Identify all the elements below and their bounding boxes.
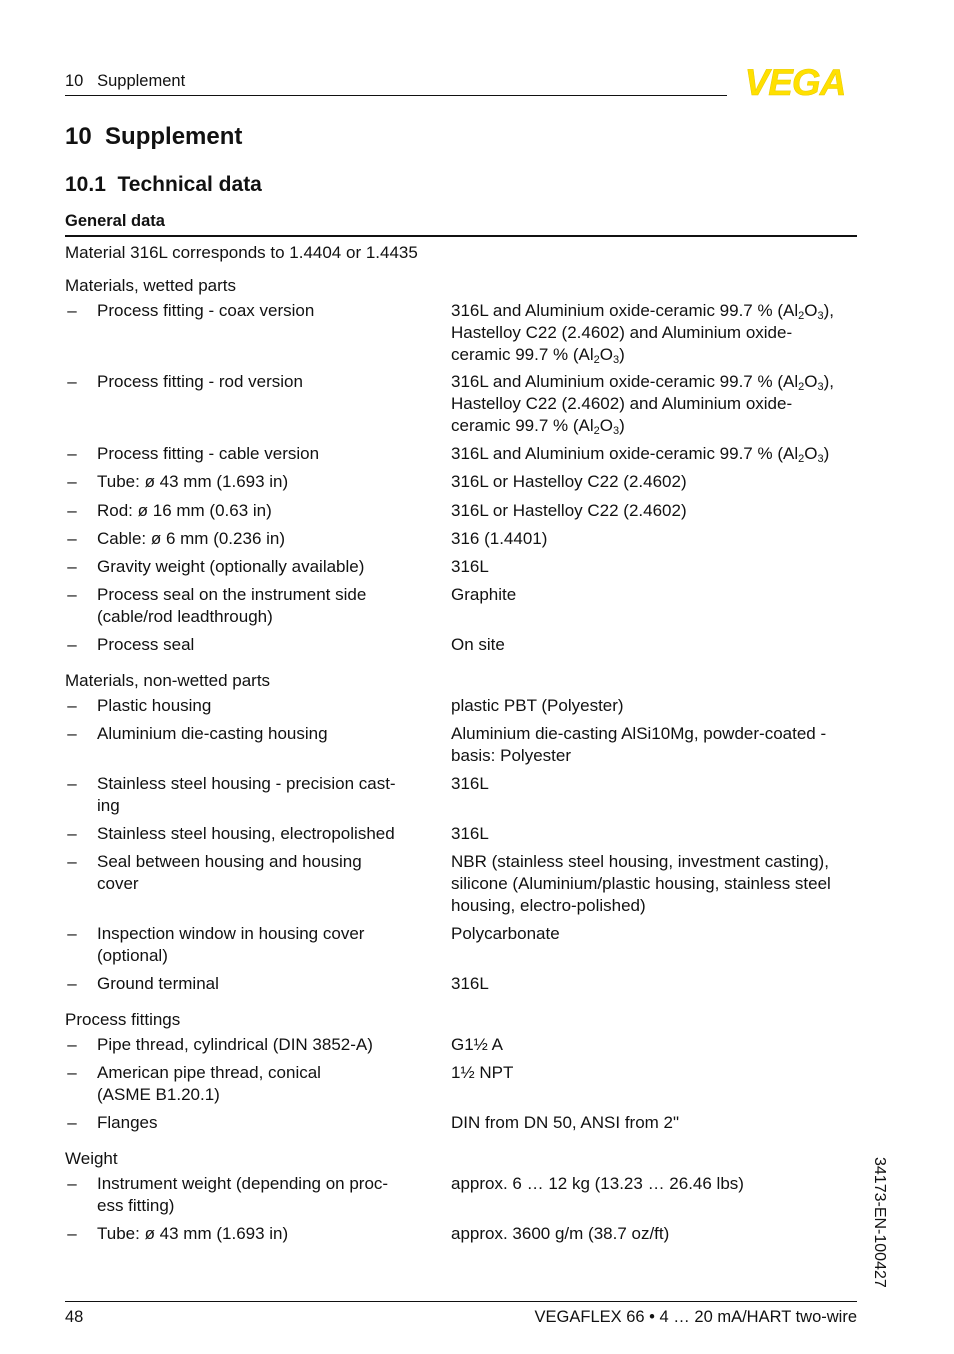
dash-bullet: –	[67, 585, 77, 604]
vega-logo	[733, 64, 858, 98]
spec-value: Aluminium die-casting AlSi10Mg, powder-coated - basis: Polyester	[451, 724, 827, 765]
spec-value: NBR (stainless steel housing, investment casting), silicone (Aluminium/plastic housing, stainless steel housing, electro-polished)	[451, 852, 831, 915]
dash-bullet: –	[67, 774, 77, 793]
group-title: Materials, wetted parts	[65, 276, 237, 295]
spec-value: 316L and Aluminium oxide-ceramic 99.7 % $(Al_2O_3)$, Hastelloy C22 (2.4602) and Aluminium oxide- ceramic 99.7 % $(Al_2O_3)$	[451, 372, 834, 437]
spec-label: Stainless steel housing, electropolished	[97, 824, 395, 843]
spec-label: Process fitting - cable version	[97, 444, 320, 463]
spec-value: 316L	[451, 774, 489, 793]
spec-label: Cable: ø 6 mm (0.236 in)	[97, 529, 286, 548]
subsection-title: General data	[65, 212, 165, 230]
spec-value: 316L	[451, 974, 489, 993]
spec-label: Tube: ø 43 mm (1.693 in)	[97, 1224, 289, 1243]
chapter-title: 10 Supplement	[65, 123, 243, 150]
subsection-rule	[65, 235, 857, 237]
spec-label: Ground terminal	[97, 974, 219, 993]
spec-label: Process seal	[97, 635, 195, 654]
spec-label: Rod: ø 16 mm (0.63 in)	[97, 501, 272, 520]
footer-title: VEGAFLEX 66 • 4 … 20 mA/HART two-wire	[534, 1308, 857, 1326]
spec-value: 316L	[451, 557, 489, 576]
footer-rule	[65, 1301, 857, 1302]
dash-bullet: –	[67, 472, 77, 491]
spec-label: Inspection window in housing cover (optional)	[97, 924, 365, 965]
group-title: Materials, non-wetted parts	[65, 671, 271, 690]
spec-label: Plastic housing	[97, 696, 212, 715]
document-number: 34173-EN-100427	[871, 1157, 888, 1288]
dash-bullet: –	[67, 501, 77, 520]
dash-bullet: –	[67, 301, 77, 320]
spec-value: On site	[451, 635, 505, 654]
svg-text:VEGA: VEGA	[744, 64, 846, 98]
dash-bullet: –	[67, 724, 77, 743]
spec-label: Pipe thread, cylindrical (DIN 3852-A)	[97, 1035, 373, 1054]
spec-value: plastic PBT (Polyester)	[451, 696, 624, 715]
section-title: 10.1 Technical data	[65, 173, 262, 196]
dash-bullet: –	[67, 1063, 77, 1082]
dash-bullet: –	[67, 635, 77, 654]
spec-value: 316L or Hastelloy C22 (2.4602)	[451, 501, 687, 520]
header-rule	[65, 95, 727, 96]
spec-label: Flanges	[97, 1113, 158, 1132]
dash-bullet: –	[67, 1113, 77, 1132]
dash-bullet: –	[67, 1174, 77, 1193]
spec-value: approx. 3600 g/m (38.7 oz/ft)	[451, 1224, 670, 1243]
spec-value: 316L or Hastelloy C22 (2.4602)	[451, 472, 687, 491]
spec-label: Aluminium die-casting housing	[97, 724, 328, 743]
dash-bullet: –	[67, 557, 77, 576]
spec-label: Gravity weight (optionally available)	[97, 557, 365, 576]
group-title: Process fittings	[65, 1010, 181, 1029]
dash-bullet: –	[67, 824, 77, 843]
material-note: Material 316L corresponds to 1.4404 or 1.4435	[65, 243, 418, 262]
spec-label: American pipe thread, conical (ASME B1.20.1)	[97, 1063, 321, 1104]
dash-bullet: –	[67, 444, 77, 463]
group-title: Weight	[65, 1149, 118, 1168]
spec-label: Seal between housing and housing cover	[97, 852, 362, 893]
spec-value: Graphite	[451, 585, 517, 604]
spec-value: 316L	[451, 824, 489, 843]
dash-bullet: –	[67, 974, 77, 993]
dash-bullet: –	[67, 529, 77, 548]
page-number: 48	[65, 1308, 84, 1326]
spec-value: approx. 6 … 12 kg (13.23 … 26.46 lbs)	[451, 1174, 744, 1193]
spec-value: G1½ A	[451, 1035, 503, 1054]
spec-value: 1½ NPT	[451, 1063, 514, 1082]
spec-label: Instrument weight (depending on proc- ess fitting)	[97, 1174, 389, 1215]
spec-label: Process fitting - rod version	[97, 372, 303, 391]
dash-bullet: –	[67, 372, 77, 391]
dash-bullet: –	[67, 1224, 77, 1243]
dash-bullet: –	[67, 924, 77, 943]
spec-value: DIN from DN 50, ANSI from 2"	[451, 1113, 680, 1132]
dash-bullet: –	[67, 1035, 77, 1054]
spec-label: Process seal on the instrument side (cable/rod leadthrough)	[97, 585, 367, 626]
spec-value: Polycarbonate	[451, 924, 560, 943]
spec-label: Stainless steel housing - precision cast- ing	[97, 774, 396, 815]
spec-value: 316 (1.4401)	[451, 529, 548, 548]
running-header: 10 Supplement	[65, 72, 186, 90]
spec-value: 316L and Aluminium oxide-ceramic 99.7 % $(Al_2O_3)$, Hastelloy C22 (2.4602) and Aluminium oxide- ceramic 99.7 % $(Al_2O_3)$	[451, 301, 834, 366]
spec-label: Tube: ø 43 mm (1.693 in)	[97, 472, 289, 491]
spec-label: Process fitting - coax version	[97, 301, 315, 320]
dash-bullet: –	[67, 852, 77, 871]
spec-value: 316L and Aluminium oxide-ceramic 99.7 % $(Al_2O_3)$	[451, 444, 830, 465]
dash-bullet: –	[67, 696, 77, 715]
